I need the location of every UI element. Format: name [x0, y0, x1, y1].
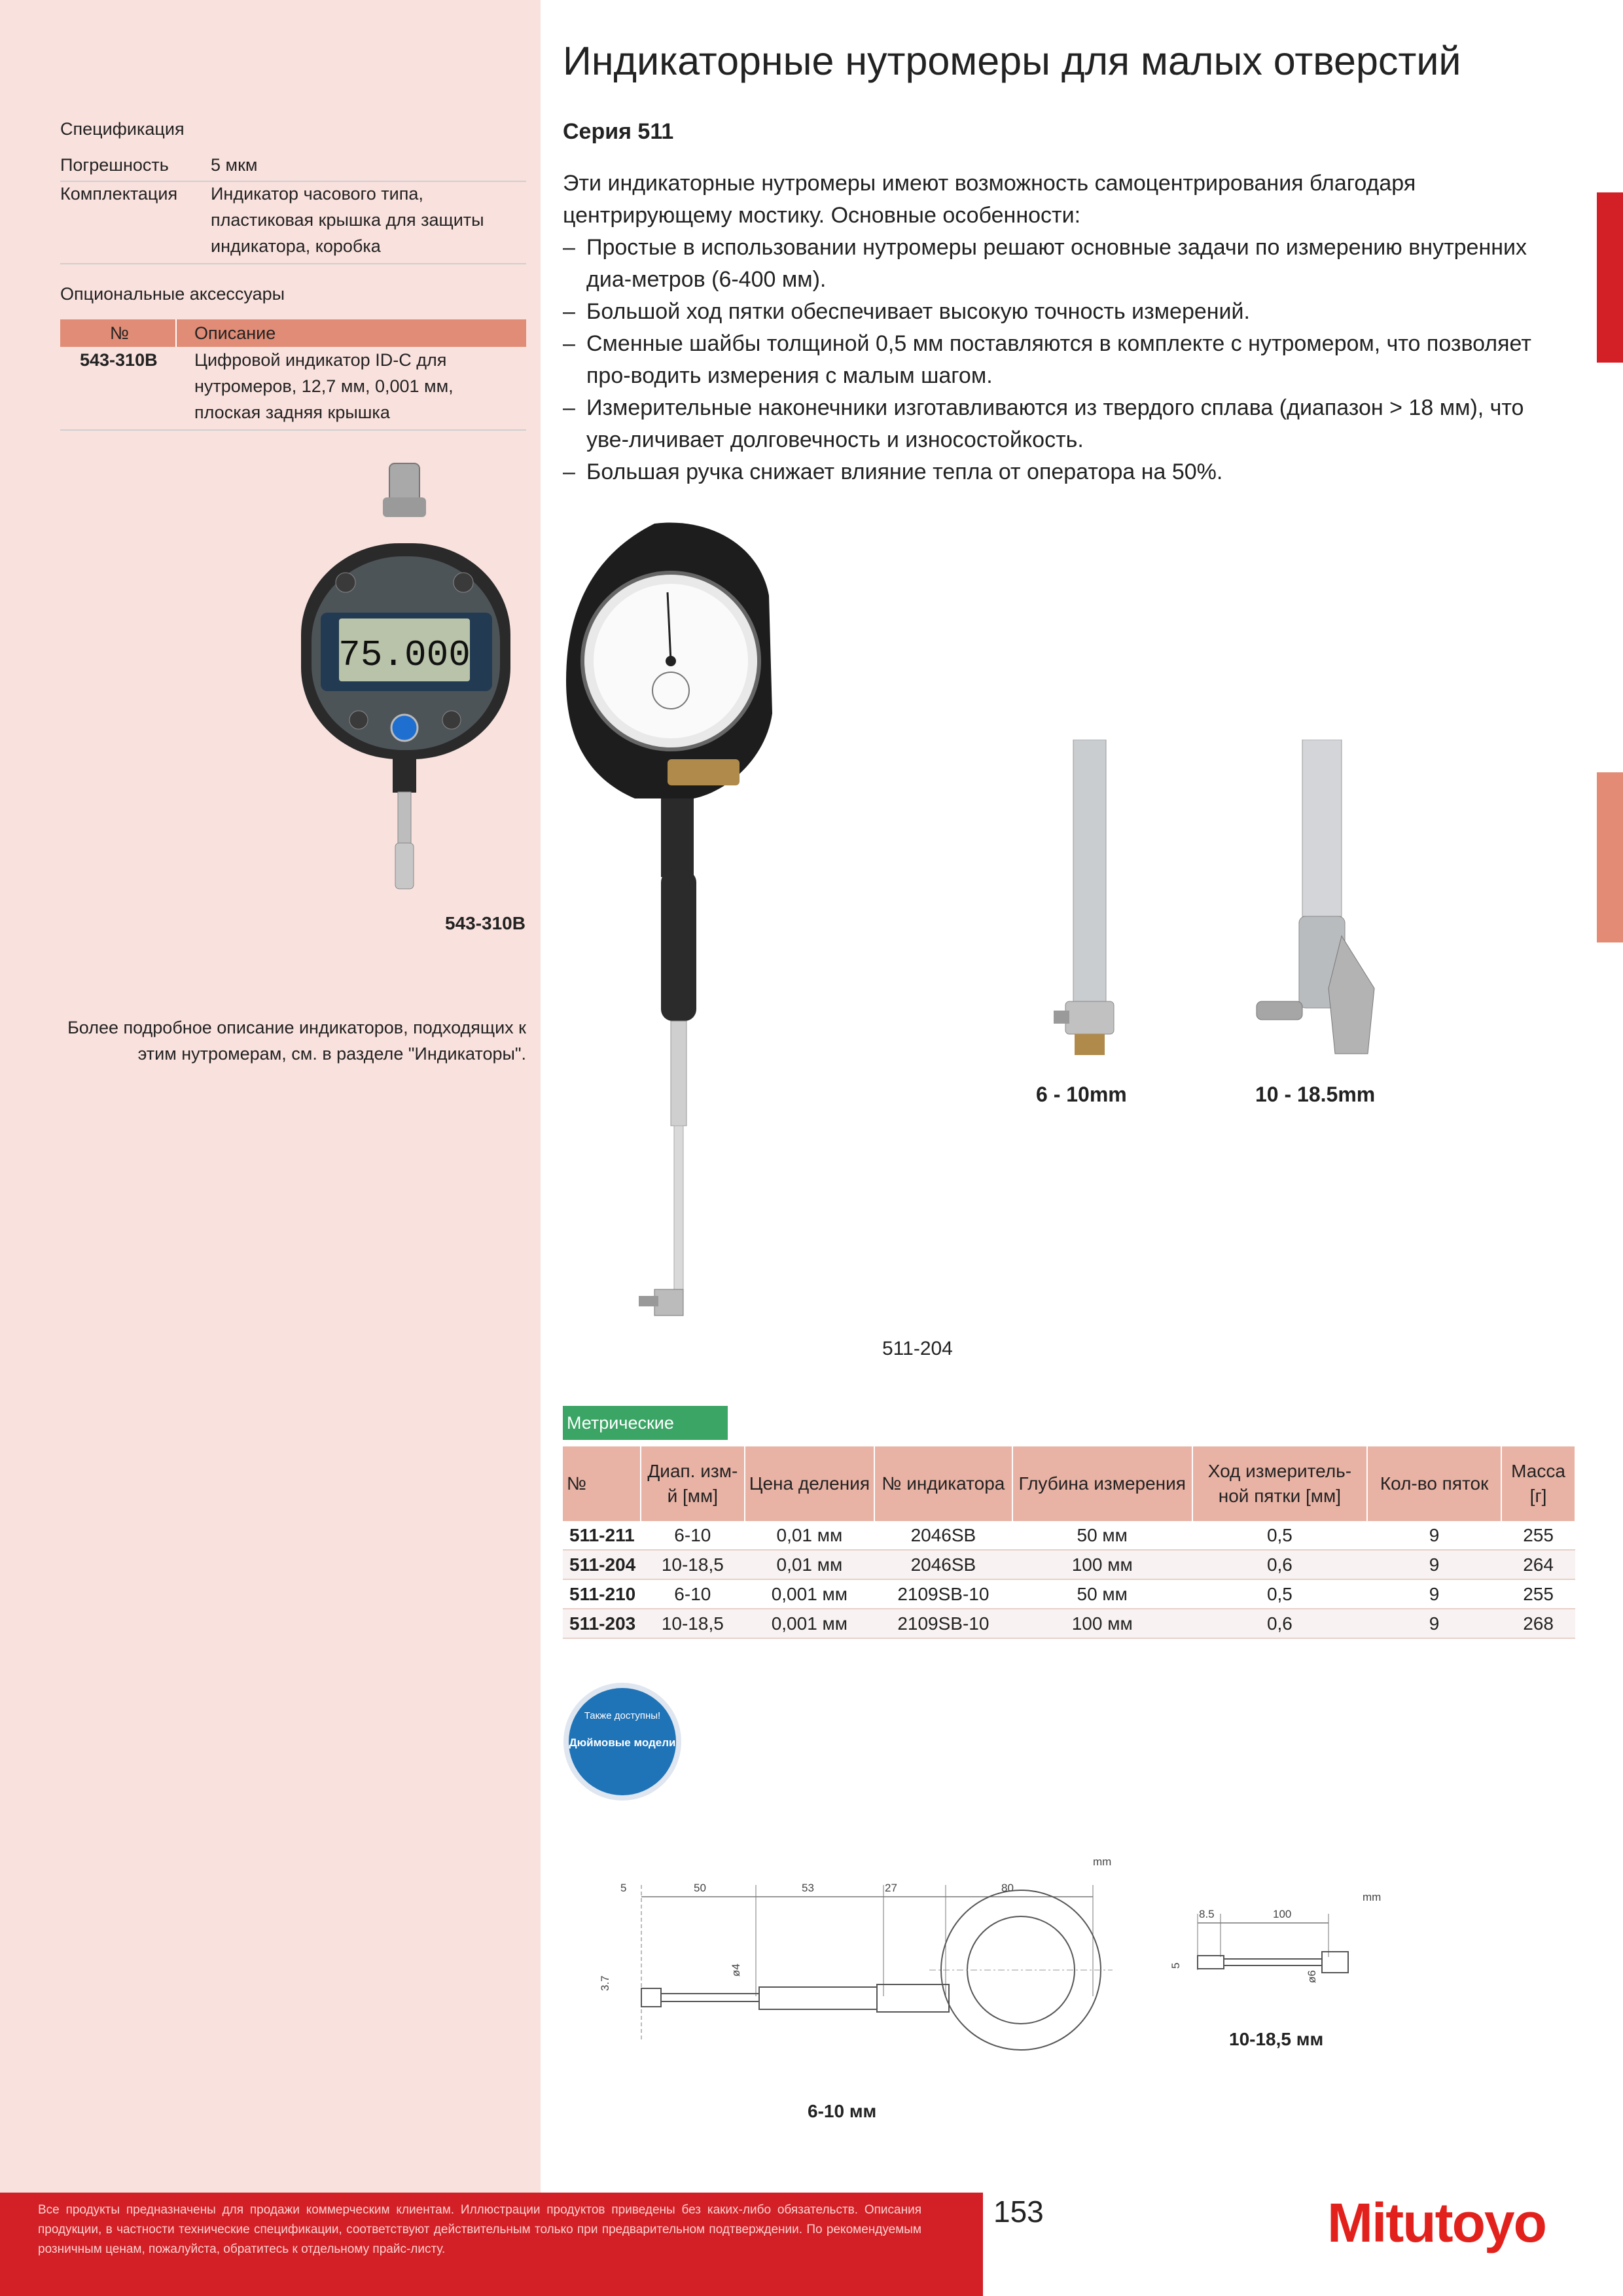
cell-anvils: 9 [1367, 1609, 1501, 1638]
table-row [563, 1609, 1575, 1638]
cell-depth: 50 мм [1012, 1521, 1192, 1550]
cell-depth: 100 мм [1012, 1609, 1192, 1638]
cell-anvils: 9 [1367, 1521, 1501, 1550]
intro-text: Эти индикаторные нутромеры имеют возможность самоцентрирования благодаря центрирующему мостику. Основные особенности: [563, 171, 1416, 228]
dim-o4: ø4 [730, 1964, 742, 1977]
detail-6-10-image [1034, 740, 1139, 1067]
page-title: Индикаторные нутромеры для малых отверстий [563, 39, 1461, 83]
spec-key: Погрешность [60, 155, 169, 175]
acc-col-no: № [110, 323, 129, 343]
feature-text: Простые в использовании нутромеры решают основные задачи по измерению внутренних диа-метров (6-400 мм). [586, 235, 1527, 292]
dim-100: 100 [1273, 1908, 1292, 1920]
feature-text: Большая ручка снижает влияние тепла от оператора на 50%. [586, 459, 1223, 484]
cell-no: 511-211 [563, 1521, 641, 1550]
cell-range: 10-18,5 [641, 1550, 745, 1579]
dim-50: 50 [694, 1882, 706, 1894]
col-header-depth: Глубина измерения [1012, 1446, 1192, 1521]
drawing-unit: mm [1363, 1891, 1382, 1903]
cell-anvils: 9 [1367, 1579, 1501, 1609]
section-tab [1597, 772, 1623, 942]
sidebar-note: Более подробное описание индикаторов, подходящих к этим нутромерам, см. в разделе "Индикаторы". [67, 1018, 526, 1064]
accessories-heading: Опциональные аксессуары [60, 284, 285, 304]
dim-3-7: 3.7 [599, 1975, 611, 1991]
cell-depth: 50 мм [1012, 1579, 1192, 1609]
detail-10-18-caption: 10 - 18.5mm [1255, 1083, 1376, 1106]
cell-division: 0,01 мм [745, 1550, 874, 1579]
brand-logo: Mitutoyo [1327, 2192, 1546, 2253]
bore-gauge-image [563, 517, 838, 1342]
cell-indicator: 2109SB-10 [874, 1579, 1012, 1609]
indicator-display-value: 75.000 [338, 634, 471, 676]
detail-10-18-image [1243, 740, 1400, 1067]
cell-range: 10-18,5 [641, 1609, 745, 1638]
col-header-stroke: Ход измеритель-ной пятки [мм] [1192, 1446, 1367, 1521]
feature-text: Измерительные наконечники изготавливаются из твердого сплава (диапазон > 18 мм), что уве-личивает долговечность и износостойкость. [586, 395, 1524, 452]
cell-range: 6-10 [641, 1521, 745, 1550]
col-header-indicator: № индикатора [874, 1446, 1012, 1521]
col-header-division: Цена деления [745, 1446, 874, 1521]
spec-value: Индикатор часового типа, пластиковая крышка для защиты индикатора, коробка [211, 184, 484, 256]
page-number: 153 [993, 2195, 1044, 2229]
cell-mass: 255 [1501, 1579, 1575, 1609]
cell-indicator: 2046SB [874, 1550, 1012, 1579]
accessory-row [60, 347, 526, 431]
cell-mass: 268 [1501, 1609, 1575, 1638]
accessory-no: 543-310B [80, 350, 158, 370]
table-tag-metric: Метрические [563, 1406, 728, 1440]
spec-heading: Спецификация [60, 119, 185, 139]
badge-line2: Дюймовые модели [569, 1736, 676, 1749]
specs-table [563, 1446, 1576, 1639]
drawing-unit: mm [1093, 1856, 1112, 1868]
col-header-range: Диап. изм-й [мм] [641, 1446, 745, 1521]
drawing-6-10-caption: 6-10 мм [808, 2101, 877, 2121]
cell-mass: 264 [1501, 1550, 1575, 1579]
feature-text: Большой ход пятки обеспечивает высокую точность измерений. [586, 299, 1250, 324]
spec-row-kit [60, 181, 526, 264]
cell-division: 0,001 мм [745, 1609, 874, 1638]
cell-indicator: 2046SB [874, 1521, 1012, 1550]
spec-row-accuracy [60, 152, 526, 182]
cell-stroke: 0,5 [1192, 1521, 1367, 1550]
table-row [563, 1579, 1575, 1609]
cell-stroke: 0,5 [1192, 1579, 1367, 1609]
cell-no: 511-203 [563, 1609, 641, 1638]
detail-6-10-caption: 6 - 10mm [1036, 1083, 1127, 1106]
cell-stroke: 0,6 [1192, 1550, 1367, 1579]
spec-value: 5 мкм [211, 155, 258, 175]
dim-o6: ø6 [1306, 1970, 1318, 1983]
dim-5: 5 [620, 1882, 627, 1894]
drawing-6-10 [576, 1846, 1126, 2081]
col-header-anvils: Кол-во пяток [1367, 1446, 1501, 1521]
dim-27: 27 [885, 1882, 897, 1894]
cell-no: 511-210 [563, 1579, 641, 1609]
drawing-10-18 [1165, 1885, 1400, 2003]
footer-disclaimer: Все продукты предназначены для продажи коммерческим клиентам. Иллюстрации продуктов приведены без каких-либо обязательств. Описания продукции, в частности технические спецификации, соответствуют действительным только при предварительном подтверждении. По рекомендуемым розничным ценам, пожалуйста, обратитесь к отдельному прайс-листу. [38, 2203, 921, 2256]
main-image-caption: 511-204 [882, 1338, 953, 1359]
dim-8-5: 8.5 [1199, 1908, 1215, 1920]
acc-col-desc: Описание [194, 323, 276, 343]
cell-mass: 255 [1501, 1521, 1575, 1550]
cell-stroke: 0,6 [1192, 1609, 1367, 1638]
dim-80: 80 [1001, 1882, 1014, 1894]
section-tab-active [1597, 192, 1623, 363]
cell-no: 511-204 [563, 1550, 641, 1579]
cell-depth: 100 мм [1012, 1550, 1192, 1579]
inch-models-badge [562, 1681, 683, 1803]
drawing-10-18-caption: 10-18,5 мм [1229, 2029, 1324, 2049]
acc-divider [175, 319, 177, 347]
table-row [563, 1550, 1575, 1579]
col-header-no: № [563, 1446, 641, 1521]
feature-text: Сменные шайбы толщиной 0,5 мм поставляются в комплекте с нутромером, что позволяет про-водить измерения с малым шагом. [586, 331, 1531, 388]
spec-key: Комплектация [60, 184, 178, 204]
cell-division: 0,001 мм [745, 1579, 874, 1609]
dim-5-height: 5 [1169, 1962, 1182, 1969]
digital-indicator-image [288, 458, 524, 903]
table-header-row [563, 1446, 1575, 1521]
cell-division: 0,01 мм [745, 1521, 874, 1550]
series-label: Серия 511 [563, 119, 674, 144]
table-row [563, 1521, 1575, 1550]
cell-indicator: 2109SB-10 [874, 1609, 1012, 1638]
col-header-mass: Масса [г] [1501, 1446, 1575, 1521]
cell-anvils: 9 [1367, 1550, 1501, 1579]
indicator-caption: 543-310B [445, 913, 526, 933]
accessories-table-header [60, 319, 526, 347]
dim-53: 53 [802, 1882, 814, 1894]
badge-line1: Также доступны! [584, 1710, 661, 1721]
cell-range: 6-10 [641, 1579, 745, 1609]
accessory-desc: Цифровой индикатор ID-C для нутромеров, 12,7 мм, 0,001 мм, плоская задняя крышка [194, 350, 454, 422]
